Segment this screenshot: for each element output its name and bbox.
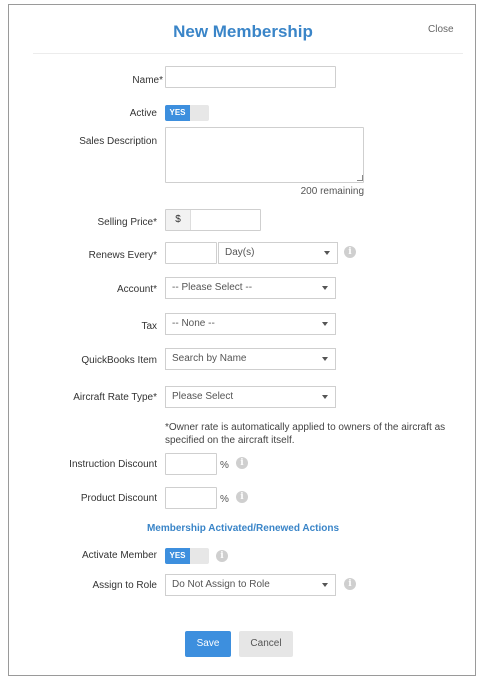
sales-description-textarea[interactable] bbox=[165, 127, 364, 183]
quickbooks-item-label: QuickBooks Item bbox=[81, 355, 157, 366]
tax-select[interactable] bbox=[165, 313, 336, 335]
renews-every-label: Renews Every* bbox=[88, 250, 157, 261]
renews-unit-value: Day(s) bbox=[225, 247, 255, 258]
chevron-down-icon bbox=[322, 583, 328, 587]
tax-value: -- None -- bbox=[172, 318, 215, 329]
new-membership-modal bbox=[8, 4, 476, 676]
name-label: Name* bbox=[132, 75, 163, 86]
info-icon[interactable]: i bbox=[236, 491, 248, 503]
account-label: Account* bbox=[116, 284, 157, 295]
activate-member-toggle-on: YES bbox=[165, 548, 190, 564]
aircraft-rate-type-value: Please Select bbox=[172, 391, 234, 402]
sales-description-label: Sales Description bbox=[79, 136, 157, 147]
activate-member-toggle[interactable] bbox=[165, 548, 209, 564]
product-discount-percent: % bbox=[220, 494, 229, 505]
info-icon[interactable]: i bbox=[236, 457, 248, 469]
resize-handle-icon[interactable] bbox=[357, 175, 363, 181]
active-label: Active bbox=[129, 108, 157, 119]
active-toggle-on: YES bbox=[165, 105, 190, 121]
currency-prefix: $ bbox=[166, 210, 191, 230]
aircraft-rate-type-label: Aircraft Rate Type* bbox=[73, 392, 157, 403]
active-toggle[interactable] bbox=[165, 105, 209, 121]
instruction-discount-input[interactable] bbox=[165, 453, 217, 475]
assign-to-role-value: Do Not Assign to Role bbox=[172, 579, 270, 590]
chevron-down-icon bbox=[322, 357, 328, 361]
owner-rate-note: *Owner rate is automatically applied to owners of the aircraft as specified on the aircraft itself. bbox=[165, 422, 446, 446]
modal-title: New Membership bbox=[173, 22, 313, 41]
info-icon[interactable]: i bbox=[344, 246, 356, 258]
account-select[interactable] bbox=[165, 277, 336, 299]
actions-section-heading: Membership Activated/Renewed Actions bbox=[146, 523, 340, 534]
chevron-down-icon bbox=[324, 251, 330, 255]
instruction-discount-label: Instruction Discount bbox=[69, 459, 157, 470]
tax-label: Tax bbox=[141, 321, 157, 332]
cancel-button[interactable]: Cancel bbox=[239, 631, 293, 657]
save-button[interactable]: Save bbox=[185, 631, 231, 657]
quickbooks-item-select[interactable] bbox=[165, 348, 336, 370]
account-value: -- Please Select -- bbox=[172, 282, 253, 293]
info-icon[interactable]: i bbox=[216, 550, 228, 562]
chevron-down-icon bbox=[322, 286, 328, 290]
aircraft-rate-type-select[interactable] bbox=[165, 386, 336, 408]
selling-price-label: Selling Price* bbox=[97, 217, 157, 228]
assign-to-role-label: Assign to Role bbox=[92, 580, 157, 591]
renews-every-input[interactable] bbox=[165, 242, 217, 264]
selling-price-input[interactable] bbox=[165, 209, 261, 231]
product-discount-label: Product Discount bbox=[80, 493, 157, 504]
instruction-discount-percent: % bbox=[220, 460, 229, 471]
renews-unit-select[interactable] bbox=[218, 242, 338, 264]
close-button[interactable]: Close bbox=[428, 24, 454, 35]
quickbooks-item-placeholder: Search by Name bbox=[172, 353, 247, 364]
product-discount-input[interactable] bbox=[165, 487, 217, 509]
header-divider bbox=[33, 53, 463, 54]
info-icon[interactable]: i bbox=[344, 578, 356, 590]
activate-member-label: Activate Member bbox=[81, 550, 157, 561]
name-input[interactable] bbox=[165, 66, 336, 88]
assign-to-role-select[interactable] bbox=[165, 574, 336, 596]
chevron-down-icon bbox=[322, 395, 328, 399]
chevron-down-icon bbox=[322, 322, 328, 326]
remaining-count: 200 remaining bbox=[300, 186, 364, 197]
